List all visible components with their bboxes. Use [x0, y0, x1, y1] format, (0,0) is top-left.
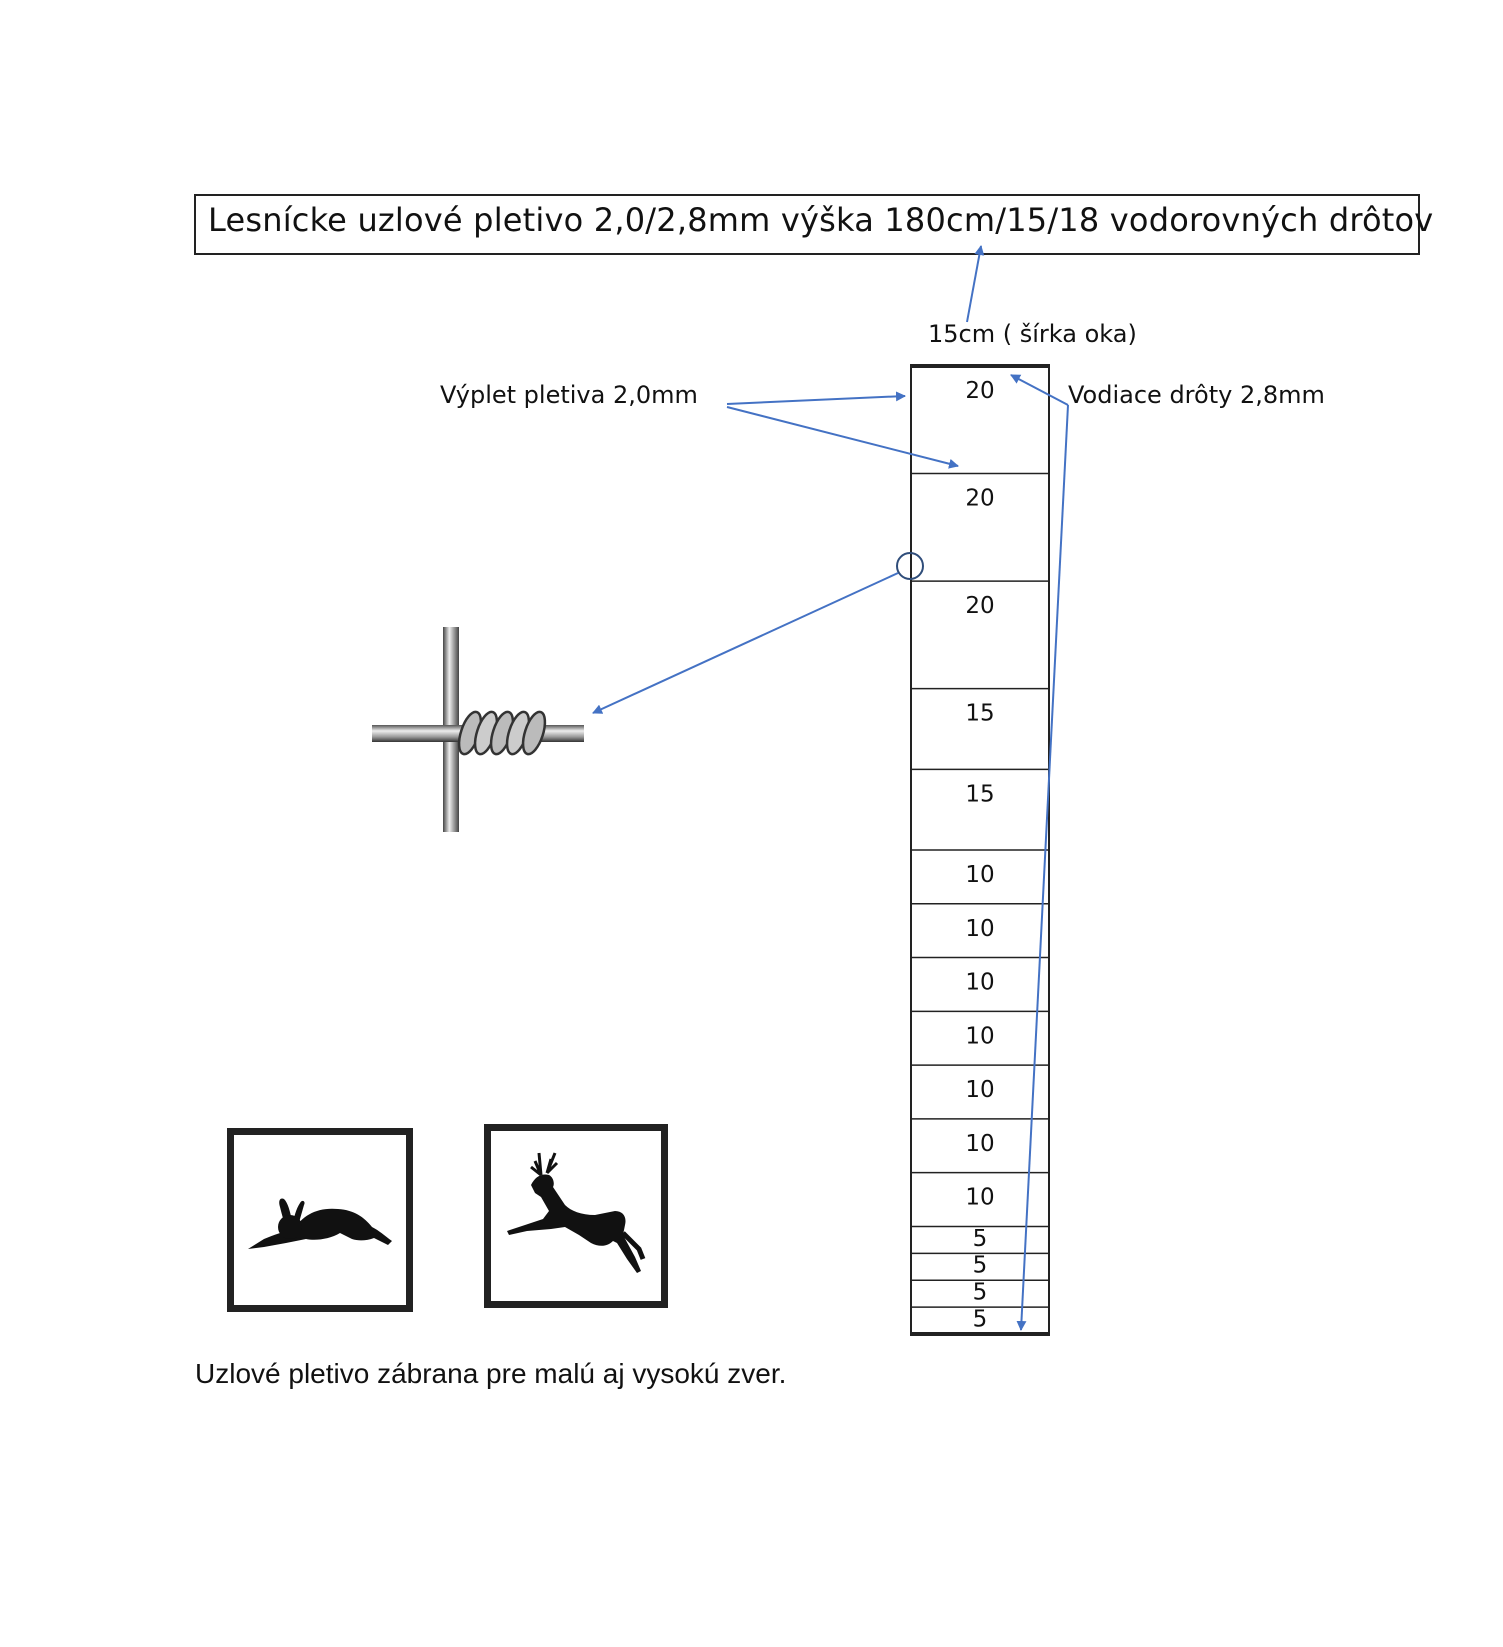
mesh-row-label: 20 [965, 593, 995, 620]
mesh-row-label: 10 [965, 1077, 995, 1104]
mesh-row-labels [965, 378, 994, 1332]
mesh-row-label: 10 [965, 1130, 995, 1157]
caption: Uzlové pletivo zábrana pre malú aj vysokú zver. [195, 1358, 787, 1389]
mesh-row-label: 10 [965, 1184, 995, 1211]
hare-sign [227, 1128, 413, 1312]
mesh-row-label: 5 [972, 1306, 988, 1333]
mesh-row-label: 20 [965, 378, 995, 404]
arrow-to-title [967, 246, 981, 322]
hare-icon [234, 1135, 406, 1305]
mesh-row-label: 10 [965, 915, 995, 942]
mesh-row-label: 10 [965, 862, 995, 888]
arrow-fill-to-row2 [727, 407, 958, 466]
knot-coil [455, 709, 550, 756]
arrow-guide-to-top [1011, 375, 1068, 405]
mesh-row-label: 20 [965, 485, 995, 512]
mesh-width-label: 15cm ( šírka oka) [928, 320, 1137, 348]
arrow-guide-to-bottom [1021, 405, 1068, 1330]
mesh-row-label: 15 [965, 700, 995, 727]
mesh-row-label: 10 [965, 1023, 995, 1050]
wire-knot-illustration [372, 627, 584, 832]
deer-icon [491, 1131, 661, 1301]
mesh-row-label: 15 [965, 781, 995, 808]
mesh-row-label: 5 [972, 1252, 988, 1279]
fill-wire-label: Výplet pletiva 2,0mm [440, 381, 698, 409]
arrow-fill-to-row1 [727, 396, 905, 404]
arrow-circle-to-knot [593, 573, 898, 713]
deer-sign [484, 1124, 668, 1308]
guide-wires-label: Vodiace drôty 2,8mm [1068, 381, 1325, 409]
mesh-row-label: 5 [972, 1225, 988, 1252]
diagram-title: Lesnícke uzlové pletivo 2,0/2,8mm výška 180cm/15/18 vodorovných drôtov [208, 201, 1434, 239]
mesh-row-label: 10 [965, 969, 995, 996]
mesh-row-label: 5 [972, 1279, 988, 1306]
